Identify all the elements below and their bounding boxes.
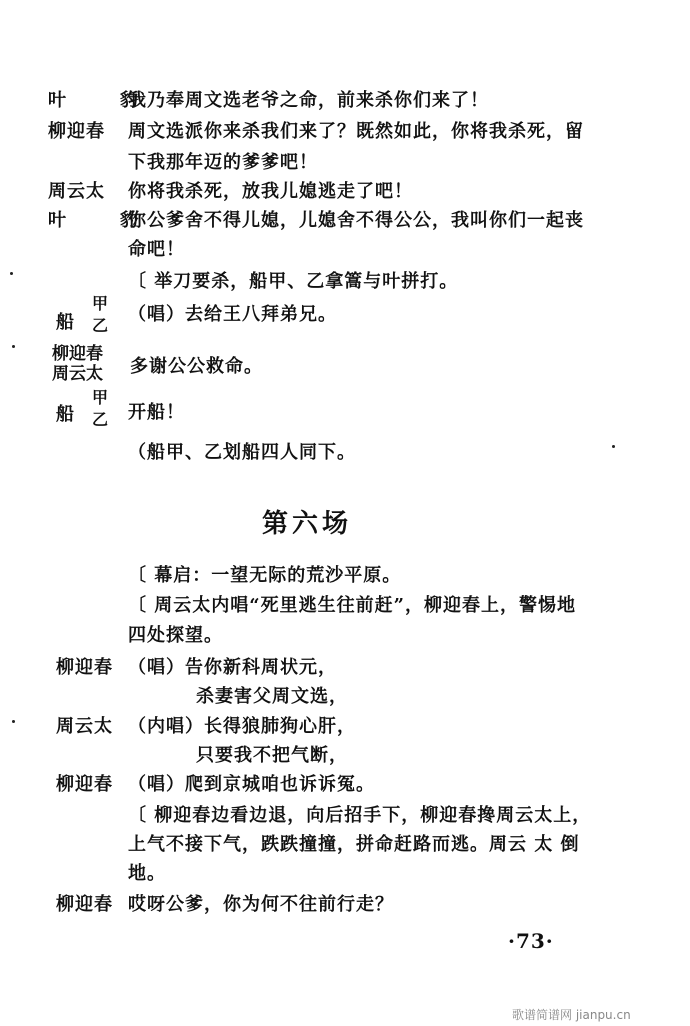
speaker-label: 船 (56, 404, 75, 425)
dialogue-line: 杀妻害父周文选， (196, 686, 348, 707)
scan-speck (12, 345, 15, 348)
dialogue-line: （内唱）长得狼肺狗心肝， (128, 716, 356, 737)
speaker-label: 叶 豹 (48, 210, 156, 231)
dialogue-line: 多谢公公救命。 (130, 356, 263, 377)
speaker-label: 柳迎春 (56, 774, 113, 795)
stage-direction: 〔 周云太内唱“死里逃生往前赶”，柳迎春上，警惕地 (128, 595, 576, 616)
stage-direction: 〔 举刀要杀，船甲、乙拿篙与叶拼打。 (128, 271, 459, 292)
stage-direction: 上气不接下气，跌跌撞撞，拼命赶路而逃。周云 太 倒 (128, 834, 580, 855)
speaker-label: 柳迎春 (52, 344, 103, 364)
scan-speck (10, 272, 13, 275)
speaker-label: 船 (56, 312, 75, 333)
scene-title: 第六场 (262, 509, 353, 539)
dialogue-line: 开船！ (128, 402, 185, 423)
speaker-label: 叶 豹 (48, 90, 156, 111)
stage-direction: 地。 (128, 863, 166, 884)
dialogue-line: 只要我不把气断， (196, 745, 348, 766)
page-number: ·73· (508, 929, 554, 953)
dialogue-line: 我乃奉周文选老爷之命，前来杀你们来了！ (128, 90, 489, 111)
stage-direction: 四处探望。 (128, 625, 223, 646)
speaker-sub-label: 甲 (92, 294, 109, 313)
site-watermark: 歌谱简谱网 jianpu.cn (512, 1008, 631, 1022)
speaker-sub-label: 乙 (92, 316, 109, 335)
dialogue-line: 下我那年迈的爹爹吧！ (128, 152, 318, 173)
scan-speck (12, 720, 15, 723)
speaker-label: 柳迎春 (56, 657, 113, 678)
dialogue-line: 周文选派你来杀我们来了？既然如此，你将我杀死，留 (128, 121, 584, 142)
dialogue-line: 你公爹舍不得儿媳，儿媳舍不得公公，我叫你们一起丧 (128, 210, 584, 231)
dialogue-line: （唱）去给王八拜弟兄。 (128, 304, 337, 325)
speaker-label: 周云太 (52, 364, 103, 384)
dialogue-line: 命吧！ (128, 239, 185, 260)
scan-speck (612, 445, 615, 448)
stage-direction: （船甲、乙划船四人同下。 (128, 442, 356, 463)
speaker-label: 周云太 (48, 181, 105, 202)
dialogue-line: 你将我杀死，放我儿媳逃走了吧！ (128, 181, 413, 202)
speaker-sub-label: 甲 (92, 388, 109, 407)
stage-direction: 〔 幕启：一望无际的荒沙平原。 (128, 565, 402, 586)
speaker-label: 柳迎春 (56, 894, 113, 915)
speaker-label: 柳迎春 (48, 121, 105, 142)
stage-direction: 〔 柳迎春边看边退，向后招手下，柳迎春搀周云太上， (128, 805, 592, 826)
speaker-label: 周云太 (56, 716, 113, 737)
dialogue-line: （唱）告你新科周状元， (128, 657, 337, 678)
dialogue-line: 哎呀公爹，你为何不往前行走？ (128, 894, 394, 915)
dialogue-line: （唱）爬到京城咱也诉诉冤。 (128, 774, 375, 795)
speaker-sub-label: 乙 (92, 410, 109, 429)
